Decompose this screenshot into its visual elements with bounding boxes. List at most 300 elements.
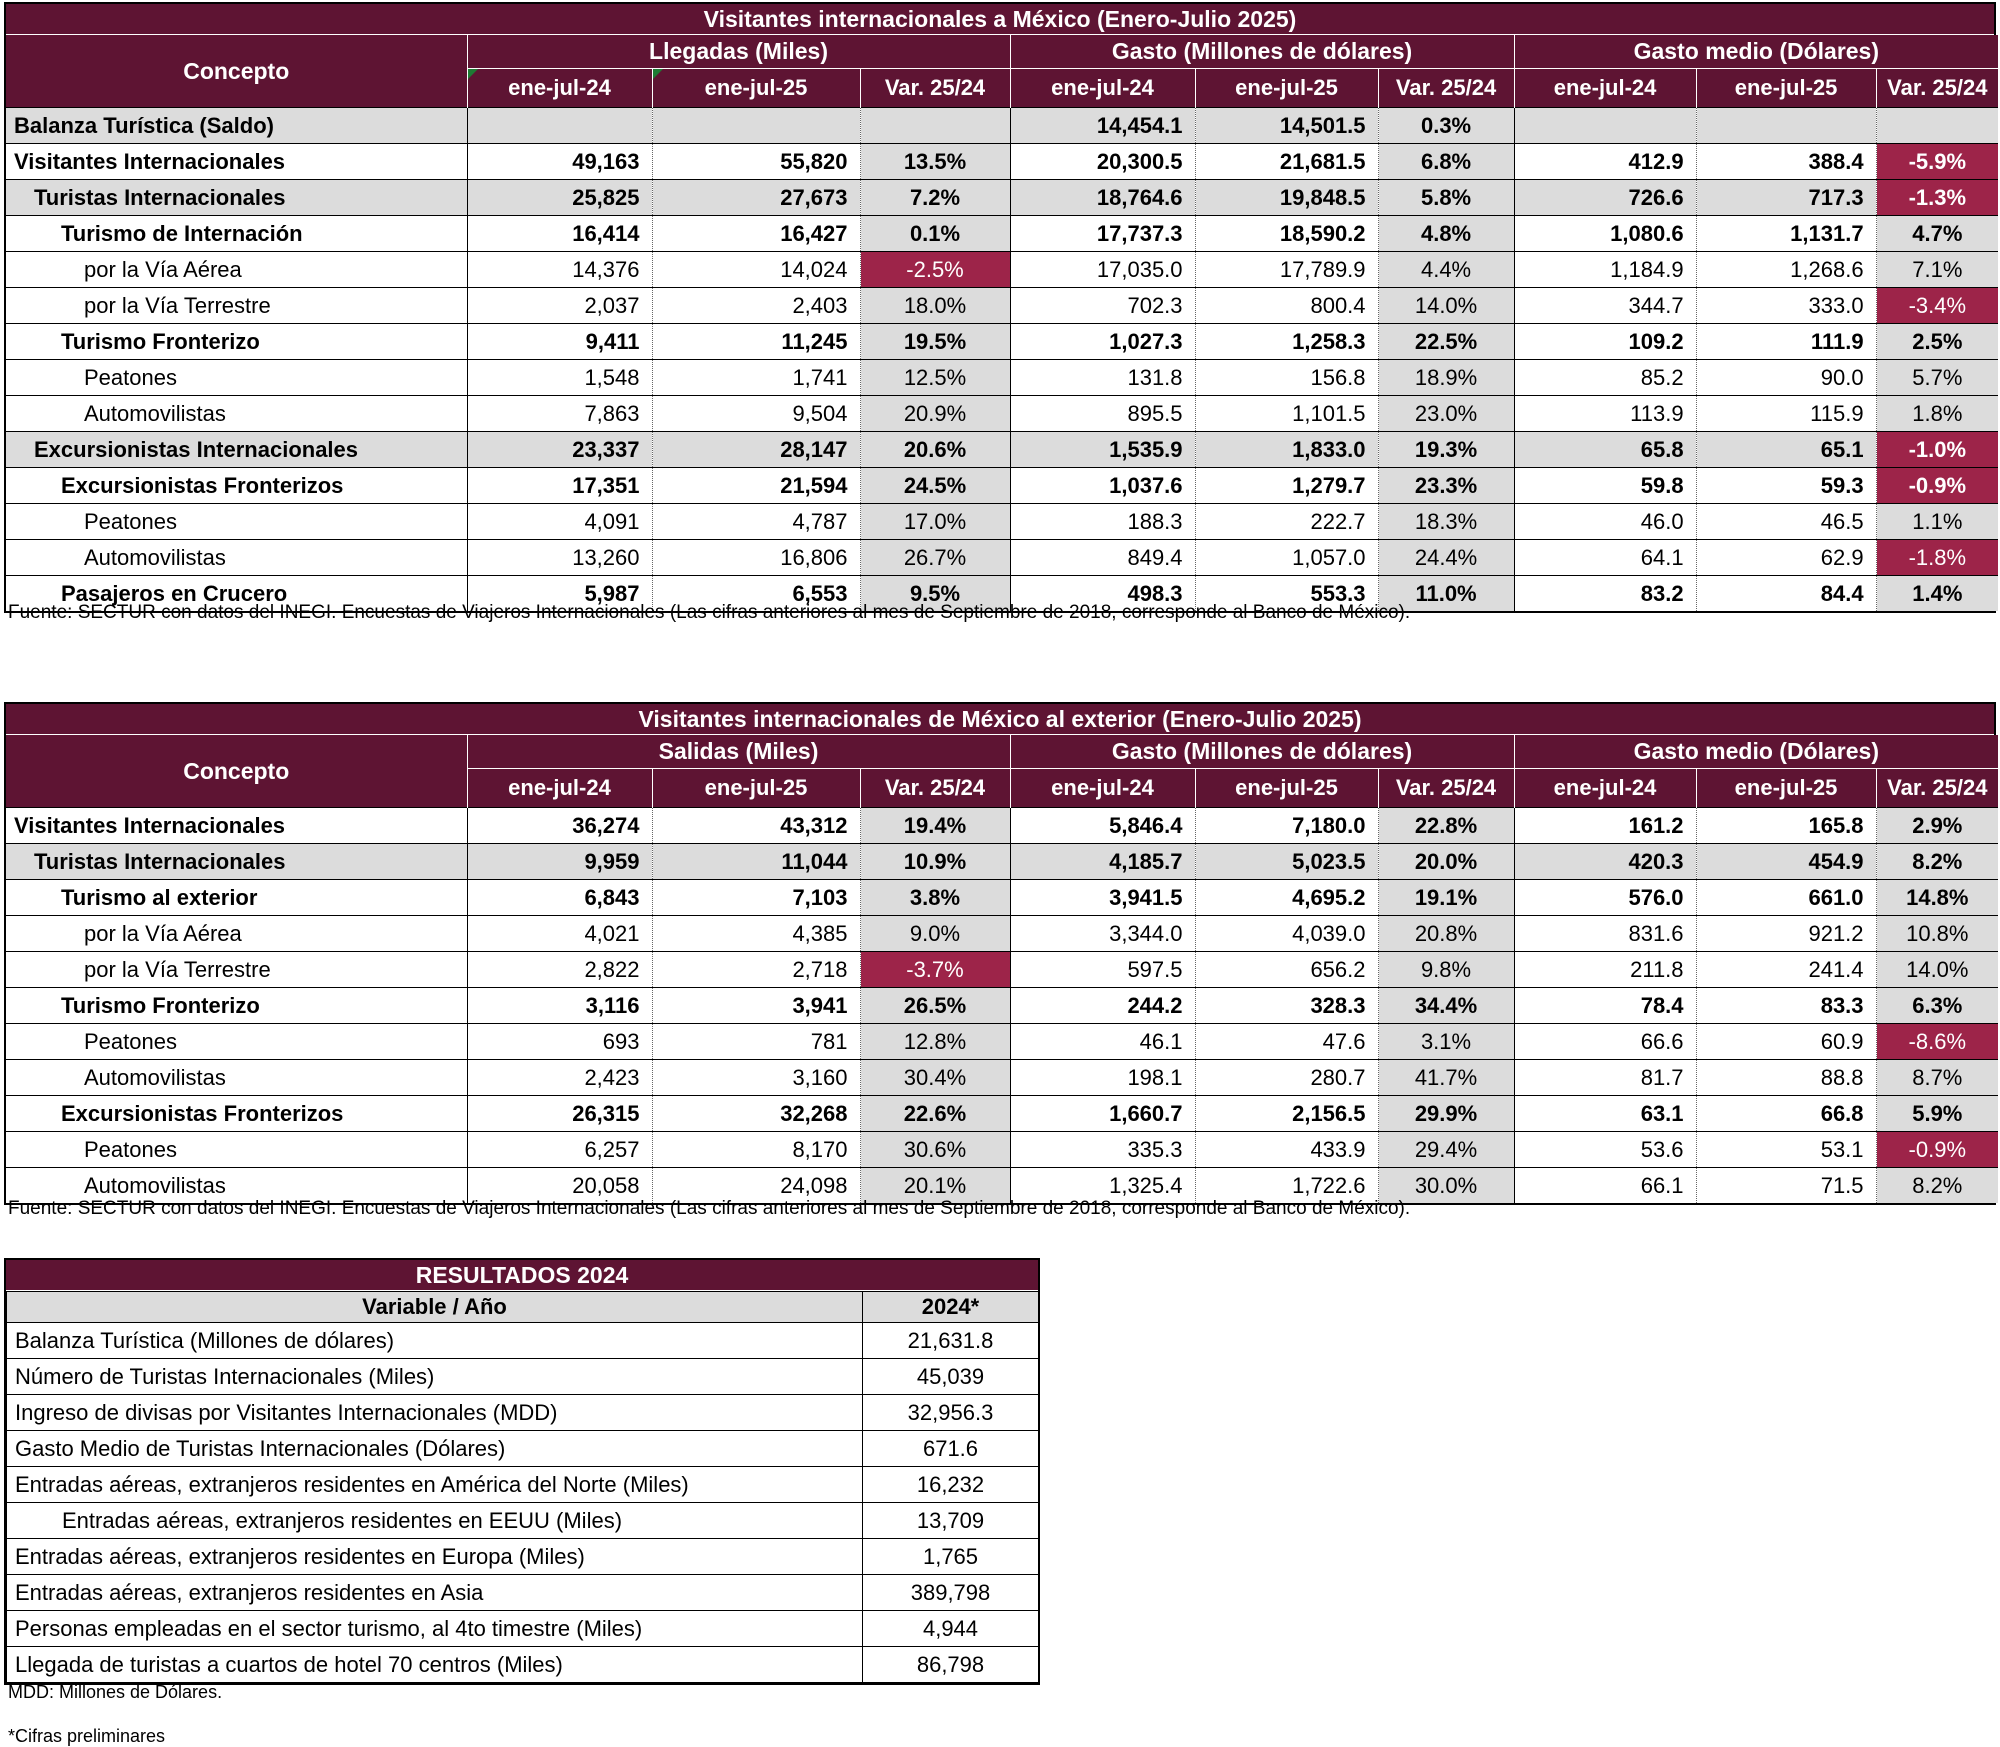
variation-cell: 30.4% <box>860 1060 1010 1096</box>
variation-cell: 18.0% <box>860 288 1010 324</box>
value-cell: 388.4 <box>1696 144 1876 180</box>
value-cell: 5,846.4 <box>1010 808 1195 844</box>
period-header: ene-jul-25 <box>1696 769 1876 808</box>
period-header: ene-jul-25 <box>1195 69 1378 108</box>
value-cell: 109.2 <box>1514 324 1696 360</box>
value-cell: 420.3 <box>1514 844 1696 880</box>
value-cell: 25,825 <box>467 180 652 216</box>
value-cell: 17,789.9 <box>1195 252 1378 288</box>
results-label: Entradas aéreas, extranjeros residentes en Asia <box>7 1575 863 1611</box>
value-cell: 1,535.9 <box>1010 432 1195 468</box>
period-header: ene-jul-24 <box>1514 69 1696 108</box>
group-header-1: Gasto (Millones de dólares) <box>1010 735 1514 769</box>
period-header: Var. 25/24 <box>860 69 1010 108</box>
results-label: Gasto Medio de Turistas Internacionales (Dólares) <box>7 1431 863 1467</box>
variation-cell: 14.0% <box>1378 288 1514 324</box>
table3-year-header: 2024* <box>863 1292 1039 1323</box>
variation-cell: 7.1% <box>1876 252 1998 288</box>
row-label: Excursionistas Fronterizos <box>6 468 467 504</box>
value-cell: 49,163 <box>467 144 652 180</box>
value-cell: 1,080.6 <box>1514 216 1696 252</box>
group-header-0: Salidas (Miles) <box>467 735 1010 769</box>
concepto-header: Concepto <box>6 35 467 108</box>
variation-cell: 22.6% <box>860 1096 1010 1132</box>
value-cell: 1,101.5 <box>1195 396 1378 432</box>
value-cell: 20,300.5 <box>1010 144 1195 180</box>
table-row <box>6 432 1998 468</box>
value-cell <box>1514 108 1696 144</box>
variation-cell: 10.9% <box>860 844 1010 880</box>
results-row <box>7 1503 1039 1539</box>
value-cell: 781 <box>652 1024 860 1060</box>
row-label: Turismo al exterior <box>6 880 467 916</box>
period-header: ene-jul-24 <box>467 769 652 808</box>
value-cell: 1,258.3 <box>1195 324 1378 360</box>
variation-cell: 20.6% <box>860 432 1010 468</box>
value-cell: 1,131.7 <box>1696 216 1876 252</box>
value-cell: 26,315 <box>467 1096 652 1132</box>
value-cell: 241.4 <box>1696 952 1876 988</box>
variation-cell: -0.9% <box>1876 468 1998 504</box>
value-cell: 656.2 <box>1195 952 1378 988</box>
value-cell: 661.0 <box>1696 880 1876 916</box>
variation-cell: 9.5% <box>860 576 1010 612</box>
value-cell: 55,820 <box>652 144 860 180</box>
value-cell: 1,027.3 <box>1010 324 1195 360</box>
table3-grid <box>6 1291 1039 1683</box>
value-cell: 1,057.0 <box>1195 540 1378 576</box>
value-cell: 7,103 <box>652 880 860 916</box>
variation-cell: 1.8% <box>1876 396 1998 432</box>
value-cell: 895.5 <box>1010 396 1195 432</box>
value-cell: 693 <box>467 1024 652 1060</box>
variation-cell: 2.9% <box>1876 808 1998 844</box>
row-label: Excursionistas Internacionales <box>6 432 467 468</box>
variation-cell: 5.9% <box>1876 1096 1998 1132</box>
value-cell: 9,411 <box>467 324 652 360</box>
results-value: 4,944 <box>863 1611 1039 1647</box>
value-cell: 36,274 <box>467 808 652 844</box>
variation-cell: 12.5% <box>860 360 1010 396</box>
table-visitantes-al-exterior <box>4 702 1996 1205</box>
variation-cell: 22.5% <box>1378 324 1514 360</box>
value-cell: 115.9 <box>1696 396 1876 432</box>
variation-cell: 30.6% <box>860 1132 1010 1168</box>
variation-cell: 4.4% <box>1378 252 1514 288</box>
variation-cell: 29.4% <box>1378 1132 1514 1168</box>
value-cell: 3,160 <box>652 1060 860 1096</box>
value-cell: 63.1 <box>1514 1096 1696 1132</box>
value-cell: 831.6 <box>1514 916 1696 952</box>
variation-cell: -3.7% <box>860 952 1010 988</box>
table-row <box>6 540 1998 576</box>
table-row <box>6 1024 1998 1060</box>
value-cell: 4,695.2 <box>1195 880 1378 916</box>
variation-cell: 41.7% <box>1378 1060 1514 1096</box>
value-cell: 2,156.5 <box>1195 1096 1378 1132</box>
row-label: Visitantes Internacionales <box>6 144 467 180</box>
value-cell: 188.3 <box>1010 504 1195 540</box>
value-cell: 28,147 <box>652 432 860 468</box>
value-cell: 83.2 <box>1514 576 1696 612</box>
value-cell: 59.3 <box>1696 468 1876 504</box>
value-cell: 498.3 <box>1010 576 1195 612</box>
row-label: Automovilistas <box>6 1060 467 1096</box>
value-cell: 17,035.0 <box>1010 252 1195 288</box>
row-label: Excursionistas Fronterizos <box>6 1096 467 1132</box>
value-cell: 46.1 <box>1010 1024 1195 1060</box>
value-cell: 702.3 <box>1010 288 1195 324</box>
value-cell: 85.2 <box>1514 360 1696 396</box>
results-value: 389,798 <box>863 1575 1039 1611</box>
results-value: 21,631.8 <box>863 1323 1039 1359</box>
table-row <box>6 916 1998 952</box>
value-cell: 16,427 <box>652 216 860 252</box>
value-cell: 222.7 <box>1195 504 1378 540</box>
variation-cell: 6.3% <box>1876 988 1998 1024</box>
variation-cell: -3.4% <box>1876 288 1998 324</box>
variation-cell: 19.3% <box>1378 432 1514 468</box>
value-cell <box>467 108 652 144</box>
value-cell: 11,245 <box>652 324 860 360</box>
period-header: ene-jul-24 <box>1010 69 1195 108</box>
value-cell: 3,116 <box>467 988 652 1024</box>
period-header: Var. 25/24 <box>1876 769 1998 808</box>
table-row <box>6 360 1998 396</box>
row-label: por la Vía Terrestre <box>6 288 467 324</box>
results-value: 13,709 <box>863 1503 1039 1539</box>
variation-cell: 17.0% <box>860 504 1010 540</box>
value-cell: 14,376 <box>467 252 652 288</box>
value-cell: 156.8 <box>1195 360 1378 396</box>
period-header: ene-jul-24 <box>467 69 652 108</box>
value-cell: 24,098 <box>652 1168 860 1204</box>
value-cell: 4,787 <box>652 504 860 540</box>
table2-title: Visitantes internacionales de México al exterior (Enero-Julio 2025) <box>6 704 1994 735</box>
variation-cell: 2.5% <box>1876 324 1998 360</box>
variation-cell: 20.9% <box>860 396 1010 432</box>
value-cell: 71.5 <box>1696 1168 1876 1204</box>
value-cell: 111.9 <box>1696 324 1876 360</box>
results-label: Número de Turistas Internacionales (Miles) <box>7 1359 863 1395</box>
value-cell: 64.1 <box>1514 540 1696 576</box>
row-label: Automovilistas <box>6 396 467 432</box>
results-value: 671.6 <box>863 1431 1039 1467</box>
value-cell: 66.1 <box>1514 1168 1696 1204</box>
table-resultados-2024 <box>4 1258 1040 1685</box>
variation-cell: 26.7% <box>860 540 1010 576</box>
value-cell: 46.5 <box>1696 504 1876 540</box>
value-cell: 66.6 <box>1514 1024 1696 1060</box>
results-row <box>7 1395 1039 1431</box>
variation-cell: 0.3% <box>1378 108 1514 144</box>
results-label: Ingreso de divisas por Visitantes Internacionales (MDD) <box>7 1395 863 1431</box>
variation-cell: 1.1% <box>1876 504 1998 540</box>
variation-cell: 4.8% <box>1378 216 1514 252</box>
row-label: por la Vía Aérea <box>6 916 467 952</box>
variation-cell: 13.5% <box>860 144 1010 180</box>
table2-body <box>6 808 1998 1204</box>
value-cell: 6,553 <box>652 576 860 612</box>
variation-cell: 20.0% <box>1378 844 1514 880</box>
results-row <box>7 1539 1039 1575</box>
results-label: Entradas aéreas, extranjeros residentes en EEUU (Miles) <box>7 1503 863 1539</box>
value-cell: 16,414 <box>467 216 652 252</box>
value-cell: 1,548 <box>467 360 652 396</box>
variation-cell: 0.1% <box>860 216 1010 252</box>
value-cell: 717.3 <box>1696 180 1876 216</box>
variation-cell: -1.0% <box>1876 432 1998 468</box>
value-cell: 1,722.6 <box>1195 1168 1378 1204</box>
period-header: Var. 25/24 <box>1378 769 1514 808</box>
value-cell: 211.8 <box>1514 952 1696 988</box>
value-cell: 280.7 <box>1195 1060 1378 1096</box>
table3-body <box>7 1323 1039 1683</box>
value-cell: 65.8 <box>1514 432 1696 468</box>
table-row <box>6 468 1998 504</box>
variation-cell: 30.0% <box>1378 1168 1514 1204</box>
variation-cell: 23.3% <box>1378 468 1514 504</box>
variation-cell: 19.5% <box>860 324 1010 360</box>
table-row <box>6 180 1998 216</box>
value-cell: 333.0 <box>1696 288 1876 324</box>
variation-cell: 14.8% <box>1876 880 1998 916</box>
period-header: ene-jul-24 <box>1010 769 1195 808</box>
value-cell: 726.6 <box>1514 180 1696 216</box>
period-header: ene-jul-25 <box>652 69 860 108</box>
value-cell: 3,941.5 <box>1010 880 1195 916</box>
variation-cell: 12.8% <box>860 1024 1010 1060</box>
results-value: 86,798 <box>863 1647 1039 1683</box>
value-cell: 6,843 <box>467 880 652 916</box>
table3-head <box>7 1292 1039 1323</box>
variation-cell: 18.3% <box>1378 504 1514 540</box>
value-cell: 8,170 <box>652 1132 860 1168</box>
value-cell: 2,822 <box>467 952 652 988</box>
value-cell: 88.8 <box>1696 1060 1876 1096</box>
value-cell: 800.4 <box>1195 288 1378 324</box>
value-cell: 849.4 <box>1010 540 1195 576</box>
variation-cell: -0.9% <box>1876 1132 1998 1168</box>
results-value: 32,956.3 <box>863 1395 1039 1431</box>
variation-cell: 20.8% <box>1378 916 1514 952</box>
value-cell: 597.5 <box>1010 952 1195 988</box>
value-cell: 921.2 <box>1696 916 1876 952</box>
row-label: Peatones <box>6 1024 467 1060</box>
table3-variable-header: Variable / Año <box>7 1292 863 1323</box>
value-cell: 43,312 <box>652 808 860 844</box>
variation-cell: -8.6% <box>1876 1024 1998 1060</box>
value-cell: 27,673 <box>652 180 860 216</box>
variation-cell <box>860 108 1010 144</box>
row-label: Turistas Internacionales <box>6 844 467 880</box>
results-value: 45,039 <box>863 1359 1039 1395</box>
value-cell: 553.3 <box>1195 576 1378 612</box>
variation-cell: 6.8% <box>1378 144 1514 180</box>
table-row <box>6 144 1998 180</box>
table-row <box>6 504 1998 540</box>
variation-cell: 1.4% <box>1876 576 1998 612</box>
period-header: Var. 25/24 <box>860 769 1010 808</box>
results-value: 1,765 <box>863 1539 1039 1575</box>
value-cell: 84.4 <box>1696 576 1876 612</box>
table-row <box>6 324 1998 360</box>
results-row <box>7 1467 1039 1503</box>
variation-cell: 10.8% <box>1876 916 1998 952</box>
table2-footnote: Fuente: SECTUR con datos del INEGI. Encuestas de Viajeros Internacionales (Las cifras anteriores al mes de Septiembre de 2018, corresponde al Banco de México). <box>8 1198 1411 1219</box>
value-cell: 1,184.9 <box>1514 252 1696 288</box>
value-cell: 9,959 <box>467 844 652 880</box>
value-cell: 1,325.4 <box>1010 1168 1195 1204</box>
value-cell: 5,987 <box>467 576 652 612</box>
row-label: Turismo Fronterizo <box>6 324 467 360</box>
preliminary-note: *Cifras preliminares <box>8 1726 166 1746</box>
value-cell: 11,044 <box>652 844 860 880</box>
value-cell: 59.8 <box>1514 468 1696 504</box>
results-row <box>7 1359 1039 1395</box>
table1-title: Visitantes internacionales a México (Enero-Julio 2025) <box>6 4 1994 35</box>
row-label: Turismo de Internación <box>6 216 467 252</box>
table-row <box>6 1060 1998 1096</box>
value-cell: 165.8 <box>1696 808 1876 844</box>
variation-cell: -5.9% <box>1876 144 1998 180</box>
results-value: 16,232 <box>863 1467 1039 1503</box>
variation-cell: -1.3% <box>1876 180 1998 216</box>
value-cell: 113.9 <box>1514 396 1696 432</box>
variation-cell: 8.7% <box>1876 1060 1998 1096</box>
value-cell: 2,403 <box>652 288 860 324</box>
value-cell: 81.7 <box>1514 1060 1696 1096</box>
table1-footnote: Fuente: SECTUR con datos del INEGI. Encuestas de Viajeros Internacionales (Las cifras anteriores al mes de Septiembre de 2018, corresponde al Banco de México). <box>8 602 1411 623</box>
results-label: Entradas aéreas, extranjeros residentes en América del Norte (Miles) <box>7 1467 863 1503</box>
value-cell: 4,385 <box>652 916 860 952</box>
value-cell: 9,504 <box>652 396 860 432</box>
row-label: Turistas Internacionales <box>6 180 467 216</box>
value-cell: 3,344.0 <box>1010 916 1195 952</box>
value-cell: 576.0 <box>1514 880 1696 916</box>
value-cell: 161.2 <box>1514 808 1696 844</box>
value-cell: 90.0 <box>1696 360 1876 396</box>
results-row <box>7 1431 1039 1467</box>
value-cell: 4,091 <box>467 504 652 540</box>
value-cell: 32,268 <box>652 1096 860 1132</box>
table1-head <box>6 35 1998 108</box>
results-label: Balanza Turística (Millones de dólares) <box>7 1323 863 1359</box>
period-header: ene-jul-24 <box>1514 769 1696 808</box>
group-header-0: Llegadas (Miles) <box>467 35 1010 69</box>
variation-cell <box>1876 108 1998 144</box>
value-cell: 1,279.7 <box>1195 468 1378 504</box>
results-row <box>7 1575 1039 1611</box>
table-row <box>6 108 1998 144</box>
variation-cell: 8.2% <box>1876 1168 1998 1204</box>
variation-cell: 9.8% <box>1378 952 1514 988</box>
mdd-note: MDD: Millones de Dólares. <box>8 1682 223 1702</box>
row-label: por la Vía Terrestre <box>6 952 467 988</box>
period-header: Var. 25/24 <box>1876 69 1998 108</box>
variation-cell: 5.8% <box>1378 180 1514 216</box>
row-label: Peatones <box>6 1132 467 1168</box>
row-label: Balanza Turística (Saldo) <box>6 108 467 144</box>
value-cell: 4,039.0 <box>1195 916 1378 952</box>
value-cell: 21,681.5 <box>1195 144 1378 180</box>
value-cell: 1,833.0 <box>1195 432 1378 468</box>
row-label: Automovilistas <box>6 1168 467 1204</box>
table2-grid <box>6 735 1998 1203</box>
value-cell: 244.2 <box>1010 988 1195 1024</box>
value-cell: 21,594 <box>652 468 860 504</box>
variation-cell: 23.0% <box>1378 396 1514 432</box>
value-cell: 19,848.5 <box>1195 180 1378 216</box>
results-row <box>7 1611 1039 1647</box>
table-row <box>6 988 1998 1024</box>
value-cell: 47.6 <box>1195 1024 1378 1060</box>
value-cell: 4,021 <box>467 916 652 952</box>
group-header-1: Gasto (Millones de dólares) <box>1010 35 1514 69</box>
results-label: Personas empleadas en el sector turismo, al 4to timestre (Miles) <box>7 1611 863 1647</box>
value-cell: 4,185.7 <box>1010 844 1195 880</box>
table-row <box>6 252 1998 288</box>
variation-cell: 9.0% <box>860 916 1010 952</box>
value-cell: 335.3 <box>1010 1132 1195 1168</box>
variation-cell: 8.2% <box>1876 844 1998 880</box>
value-cell: 131.8 <box>1010 360 1195 396</box>
value-cell: 328.3 <box>1195 988 1378 1024</box>
value-cell: 454.9 <box>1696 844 1876 880</box>
value-cell: 1,660.7 <box>1010 1096 1195 1132</box>
value-cell: 1,268.6 <box>1696 252 1876 288</box>
value-cell: 17,351 <box>467 468 652 504</box>
value-cell: 65.1 <box>1696 432 1876 468</box>
row-label: Peatones <box>6 360 467 396</box>
table-row <box>6 1096 1998 1132</box>
variation-cell: 3.8% <box>860 880 1010 916</box>
results-row <box>7 1323 1039 1359</box>
header-group-row <box>6 735 1998 769</box>
results-label: Llegada de turistas a cuartos de hotel 70 centros (Miles) <box>7 1647 863 1683</box>
value-cell: 1,037.6 <box>1010 468 1195 504</box>
value-cell: 13,260 <box>467 540 652 576</box>
variation-cell: 4.7% <box>1876 216 1998 252</box>
table-row <box>6 808 1998 844</box>
period-header: ene-jul-25 <box>652 769 860 808</box>
value-cell: 2,423 <box>467 1060 652 1096</box>
value-cell: 14,454.1 <box>1010 108 1195 144</box>
value-cell: 23,337 <box>467 432 652 468</box>
value-cell: 18,764.6 <box>1010 180 1195 216</box>
variation-cell: -1.8% <box>1876 540 1998 576</box>
table1-grid <box>6 35 1998 611</box>
variation-cell: 7.2% <box>860 180 1010 216</box>
row-label: Pasajeros en Crucero <box>6 576 467 612</box>
value-cell: 60.9 <box>1696 1024 1876 1060</box>
value-cell: 14,024 <box>652 252 860 288</box>
row-label: Automovilistas <box>6 540 467 576</box>
value-cell: 83.3 <box>1696 988 1876 1024</box>
value-cell: 53.1 <box>1696 1132 1876 1168</box>
row-label: Visitantes Internacionales <box>6 808 467 844</box>
value-cell: 6,257 <box>467 1132 652 1168</box>
group-header-2: Gasto medio (Dólares) <box>1514 35 1998 69</box>
value-cell: 46.0 <box>1514 504 1696 540</box>
results-label: Entradas aéreas, extranjeros residentes en Europa (Miles) <box>7 1539 863 1575</box>
table-row <box>6 952 1998 988</box>
group-header-2: Gasto medio (Dólares) <box>1514 735 1998 769</box>
value-cell: 53.6 <box>1514 1132 1696 1168</box>
table-row <box>6 396 1998 432</box>
period-header: ene-jul-25 <box>1696 69 1876 108</box>
table-row <box>6 288 1998 324</box>
